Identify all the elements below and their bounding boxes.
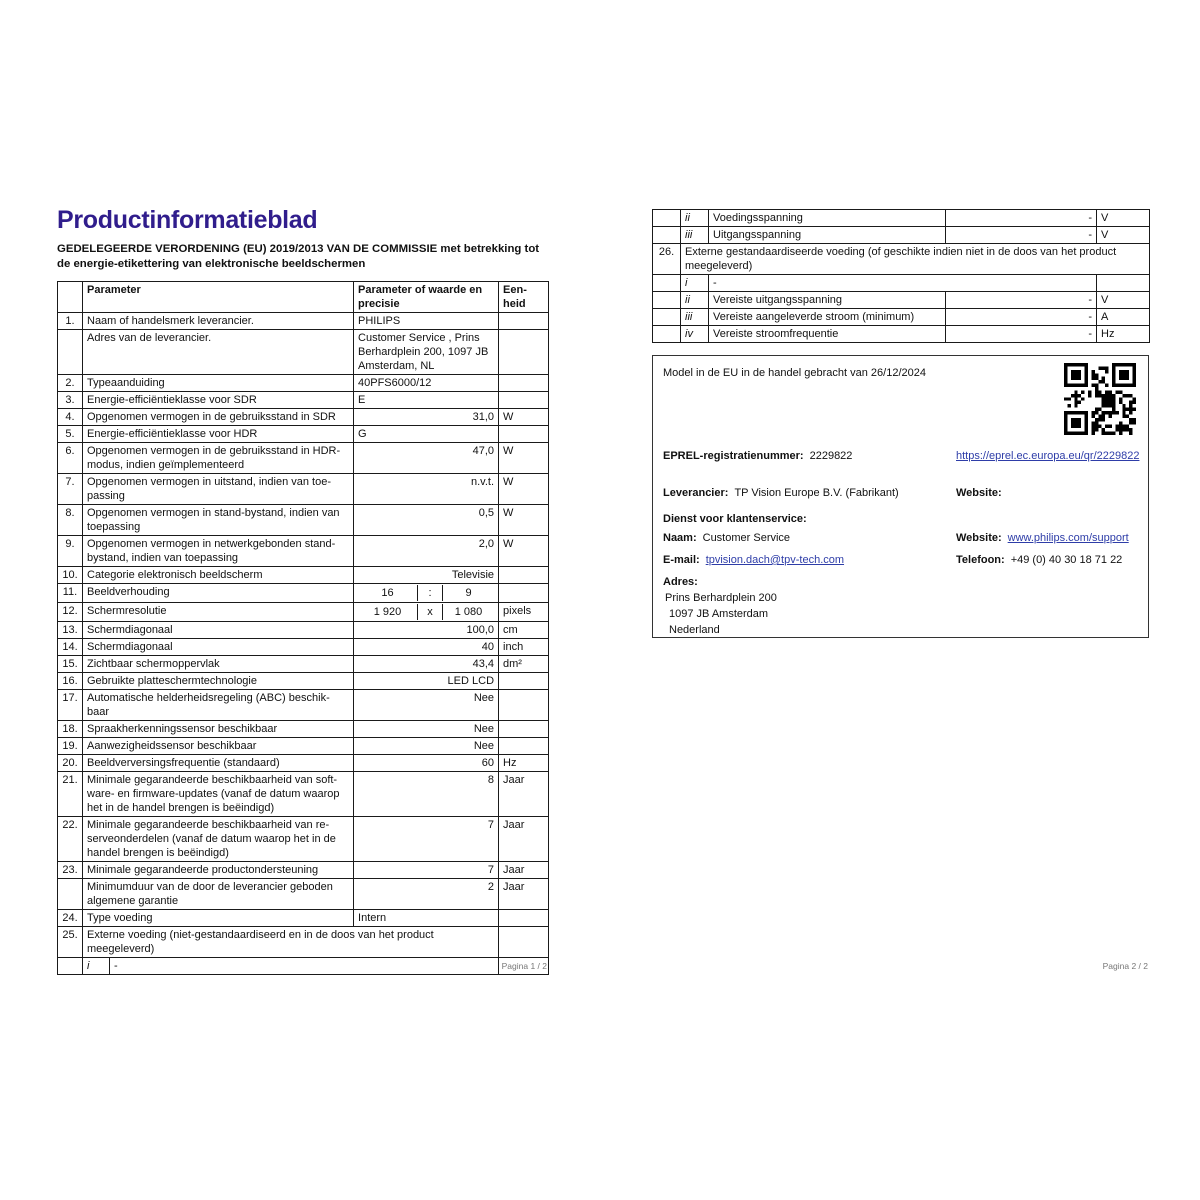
table-row: [58, 330, 549, 375]
row-number-cell: 19.: [58, 738, 83, 755]
parameter-cell: Opgenomen vermogen in stand-bystand, indien van toepassing: [83, 505, 354, 536]
parameter-cell: Categorie elektronisch beeldscherm: [83, 567, 354, 584]
email-label: E-mail:: [663, 554, 700, 566]
value-cell: 0,5: [354, 505, 499, 536]
header-number-cell: [58, 282, 83, 313]
unit-cell: V: [1097, 292, 1150, 309]
parameter-cell: Beeldverversingsfrequentie (standaard): [83, 755, 354, 772]
value-part: x: [417, 604, 443, 620]
parameter-cell: Externe voeding (niet-gestandaardiseerd en in de doos van het product meegeleverd): [83, 927, 499, 958]
unit-cell: Jaar: [499, 772, 549, 817]
row-number-cell: 6.: [58, 443, 83, 474]
table-row: [58, 536, 549, 567]
table-row: [58, 772, 549, 817]
unit-cell: W: [499, 536, 549, 567]
parameter-cell: Beeldverhouding: [83, 584, 354, 603]
unit-cell: [499, 313, 549, 330]
table-row: [58, 673, 549, 690]
parameter-cell: Externe gestandaardiseerde voeding (of geschikte indien niet in de doos van het product meegeleverd): [681, 244, 1150, 275]
customer-service-heading: [663, 512, 813, 526]
parameter-cell: Vereiste aangeleverde stroom (minimum): [709, 309, 946, 326]
parameter-cell: Minimale gegarandeerde beschikbaarheid van soft-ware- en firmware-updates (vanaf de datum waarop het in de handel brengen is beëindigd): [83, 772, 354, 817]
email-link[interactable]: tpvision.dach@tpv-tech.com: [705, 554, 845, 566]
unit-cell: [1097, 275, 1150, 292]
parameter-table-page1: [57, 281, 549, 975]
row-number-cell: 1.: [58, 313, 83, 330]
unit-cell: W: [499, 474, 549, 505]
eprel-label: EPREL-registratienummer:: [663, 450, 804, 462]
parameter-cell: Energie-efficiëntieklasse voor HDR: [83, 426, 354, 443]
table-row: [58, 862, 549, 879]
row-number-cell: 17.: [58, 690, 83, 721]
parameter-table-page2: [652, 209, 1150, 343]
row-number-cell: 4.: [58, 409, 83, 426]
page-title: Productinformatieblad: [57, 206, 318, 234]
row-number-cell: [653, 309, 681, 326]
parameter-cell: Automatische helderheidsregeling (ABC) beschik-baar: [83, 690, 354, 721]
supplier-label: Leverancier:: [663, 487, 729, 499]
row-number-cell: [653, 326, 681, 343]
row-number-cell: 22.: [58, 817, 83, 862]
page2-footer: Pagina 2 / 2: [1102, 961, 1148, 971]
row-number-cell: [58, 330, 83, 375]
parameter-cell: Aanwezigheidssensor beschikbaar: [83, 738, 354, 755]
table-row: [58, 426, 549, 443]
name-value: Customer Service: [702, 532, 791, 544]
page1-footer: Pagina 1 / 2: [501, 961, 547, 971]
table-row: [58, 313, 549, 330]
value-cell: PHILIPS: [354, 313, 499, 330]
row-number-cell: 10.: [58, 567, 83, 584]
unit-cell: inch: [499, 639, 549, 656]
unit-cell: W: [499, 409, 549, 426]
eprel-link[interactable]: https://eprel.ec.europa.eu/qr/2229822: [956, 450, 1140, 462]
value-part: 16: [381, 587, 394, 599]
row-number-cell: 8.: [58, 505, 83, 536]
row-number-cell: [653, 292, 681, 309]
unit-cell: [499, 584, 549, 603]
value-cell: -: [946, 210, 1097, 227]
address-line-3: Nederland: [669, 624, 720, 636]
value-cell: Nee: [354, 738, 499, 755]
page-2: [652, 209, 1149, 343]
value-cell: Televisie: [354, 567, 499, 584]
unit-cell: [499, 392, 549, 409]
unit-cell: A: [1097, 309, 1150, 326]
eprel-registration-line: [663, 449, 852, 463]
value-cell: n.v.t.: [354, 474, 499, 505]
unit-cell: Jaar: [499, 879, 549, 910]
row-number-cell: 2.: [58, 375, 83, 392]
address-line-1: Prins Berhardplein 200: [665, 592, 777, 604]
parameter-cell: -: [110, 958, 499, 975]
unit-cell: [499, 426, 549, 443]
row-number-cell: 11.: [58, 584, 83, 603]
table-row: [58, 567, 549, 584]
unit-cell: cm: [499, 622, 549, 639]
sub-index-cell: iv: [681, 326, 709, 343]
value-cell: 8: [354, 772, 499, 817]
unit-cell: [499, 927, 549, 958]
value-part: 1 080: [454, 606, 483, 618]
unit-cell: V: [1097, 227, 1150, 244]
row-number-cell: 23.: [58, 862, 83, 879]
row-number-cell: 5.: [58, 426, 83, 443]
value-cell: [354, 584, 499, 603]
row-number-cell: 25.: [58, 927, 83, 958]
row-number-cell: [58, 879, 83, 910]
value-cell: Nee: [354, 690, 499, 721]
table-row: [58, 910, 549, 927]
value-cell: 100,0: [354, 622, 499, 639]
value-cell: [354, 603, 499, 622]
header-value: Parameter of waarde en precisie: [354, 282, 499, 313]
parameter-cell: Vereiste stroomfrequentie: [709, 326, 946, 343]
table-row: [58, 927, 549, 958]
value-cell: 31,0: [354, 409, 499, 426]
parameter-cell: Spraakherkenningssensor beschikbaar: [83, 721, 354, 738]
sub-index-cell: iii: [681, 309, 709, 326]
unit-cell: pixels: [499, 603, 549, 622]
parameter-cell: Opgenomen vermogen in uitstand, indien van toe-passing: [83, 474, 354, 505]
unit-cell: [499, 738, 549, 755]
table-row: [653, 326, 1150, 343]
value-cell: LED LCD: [354, 673, 499, 690]
parameter-cell: Typeaanduiding: [83, 375, 354, 392]
table-row: [58, 690, 549, 721]
unit-cell: Hz: [499, 755, 549, 772]
value-cell: 47,0: [354, 443, 499, 474]
value-cell: -: [946, 292, 1097, 309]
value-cell: Nee: [354, 721, 499, 738]
row-number-cell: 16.: [58, 673, 83, 690]
parameter-cell: Gebruikte platteschermtechnologie: [83, 673, 354, 690]
unit-cell: W: [499, 443, 549, 474]
table-row: [653, 275, 1150, 292]
value-cell: -: [946, 326, 1097, 343]
name-label: Naam:: [663, 532, 697, 544]
parameter-cell: Minimale gegarandeerde beschikbaarheid van re-serveonderdelen (vanaf de datum waarop het in de handel brengen is beëindigd): [83, 817, 354, 862]
split-value: [358, 604, 494, 620]
table-header-row: [58, 282, 549, 313]
row-number-cell: 24.: [58, 910, 83, 927]
unit-cell: [499, 375, 549, 392]
unit-cell: V: [1097, 210, 1150, 227]
eprel-qr-code-icon: [1064, 363, 1136, 435]
phone-label: Telefoon:: [956, 554, 1005, 566]
supplier-line: [663, 486, 899, 500]
table-row: [58, 721, 549, 738]
value-cell: Intern: [354, 910, 499, 927]
value-cell: -: [946, 309, 1097, 326]
value-cell: 2: [354, 879, 499, 910]
value-part: 1 920: [373, 606, 402, 618]
parameter-cell: Schermresolutie: [83, 603, 354, 622]
sub-index-cell: ii: [681, 210, 709, 227]
parameter-cell: Opgenomen vermogen in de gebruiksstand in HDR-modus, indien geïmplementeerd: [83, 443, 354, 474]
table-row: [58, 879, 549, 910]
row-number-cell: 7.: [58, 474, 83, 505]
table-row: [58, 639, 549, 656]
value-cell: 7: [354, 862, 499, 879]
row-number-cell: 12.: [58, 603, 83, 622]
unit-cell: Hz: [1097, 326, 1150, 343]
row-number-cell: 26.: [653, 244, 681, 275]
table-row: [653, 210, 1150, 227]
parameter-cell: Opgenomen vermogen in netwerkgebonden stand-bystand, indien van toepassing: [83, 536, 354, 567]
supplier-name: TP Vision Europe B.V. (Fabrikant): [734, 487, 899, 499]
website-label: Website:: [956, 487, 1002, 499]
row-number-cell: 20.: [58, 755, 83, 772]
parameter-cell: Opgenomen vermogen in de gebruiksstand in SDR: [83, 409, 354, 426]
table-row: [653, 309, 1150, 326]
table-row: [58, 443, 549, 474]
parameter-cell: Vereiste uitgangsspanning: [709, 292, 946, 309]
support-website-line: [956, 531, 1129, 545]
parameter-cell: Uitgangsspanning: [709, 227, 946, 244]
value-cell: G: [354, 426, 499, 443]
page-1: [57, 206, 548, 975]
parameter-cell: Voedingsspanning: [709, 210, 946, 227]
parameter-cell: Type voeding: [83, 910, 354, 927]
table-row: [58, 603, 549, 622]
header-unit: Een-heid: [499, 282, 549, 313]
sub-index-cell: i: [681, 275, 709, 292]
table-row: [58, 817, 549, 862]
parameter-cell: Schermdiagonaal: [83, 639, 354, 656]
phone-line: [956, 553, 1122, 567]
value-cell: -: [946, 227, 1097, 244]
header-parameter: Parameter: [83, 282, 354, 313]
unit-cell: Jaar: [499, 817, 549, 862]
value-cell: 40PFS6000/12: [354, 375, 499, 392]
unit-cell: Jaar: [499, 862, 549, 879]
parameter-cell: Schermdiagonaal: [83, 622, 354, 639]
email-line: [663, 553, 844, 567]
table-row: [58, 392, 549, 409]
unit-cell: W: [499, 505, 549, 536]
split-value: [358, 585, 494, 601]
table-row: [58, 584, 549, 603]
row-number-cell: [653, 275, 681, 292]
unit-cell: [499, 721, 549, 738]
value-cell: 43,4: [354, 656, 499, 673]
value-cell: E: [354, 392, 499, 409]
unit-cell: dm²: [499, 656, 549, 673]
row-number-cell: 3.: [58, 392, 83, 409]
regulation-subtitle: GEDELEGEERDE VERORDENING (EU) 2019/2013 VAN DE COMMISSIE met betrekking tot de energie-etikettering van elektronische beeldschermen: [57, 243, 540, 270]
table-row: [653, 227, 1150, 244]
name-line: [663, 531, 790, 545]
sub-index-cell: iii: [681, 227, 709, 244]
row-number-cell: 13.: [58, 622, 83, 639]
value-part: :: [417, 585, 443, 601]
row-number-cell: 9.: [58, 536, 83, 567]
model-market-date: Model in de EU in de handel gebracht van 26/12/2024: [663, 367, 926, 379]
parameter-cell: Minimumduur van de door de leverancier geboden algemene garantie: [83, 879, 354, 910]
value-cell: 40: [354, 639, 499, 656]
table-row: [58, 409, 549, 426]
unit-cell: [499, 690, 549, 721]
table-row: [58, 474, 549, 505]
value-cell: Customer Service , Prins Berhardplein 200, 1097 JB Amsterdam, NL: [354, 330, 499, 375]
table-row: [58, 375, 549, 392]
table-row: [653, 244, 1150, 275]
support-website-link[interactable]: www.philips.com/support: [1007, 532, 1129, 544]
table-row: [58, 656, 549, 673]
unit-cell: [499, 330, 549, 375]
customer-service-label: Dienst voor klantenservice:: [663, 513, 807, 525]
table-row: [58, 738, 549, 755]
value-cell: 60: [354, 755, 499, 772]
eprel-number: 2229822: [809, 450, 853, 462]
parameter-cell: Energie-efficiëntieklasse voor SDR: [83, 392, 354, 409]
supplier-info-box: [652, 355, 1149, 638]
sub-index-cell: i: [83, 958, 110, 975]
unit-cell: [499, 567, 549, 584]
table-row: [58, 622, 549, 639]
address-heading: [663, 575, 704, 589]
parameter-cell: Zichtbaar schermoppervlak: [83, 656, 354, 673]
row-number-cell: 15.: [58, 656, 83, 673]
website-line: [956, 486, 1008, 500]
parameter-cell: Naam of handelsmerk leverancier.: [83, 313, 354, 330]
support-website-label: Website:: [956, 532, 1002, 544]
address-line-2: 1097 JB Amsterdam: [669, 608, 769, 620]
row-number-cell: [653, 210, 681, 227]
value-cell: 7: [354, 817, 499, 862]
unit-cell: [499, 910, 549, 927]
sub-index-cell: ii: [681, 292, 709, 309]
value-part: 9: [465, 587, 472, 599]
table-row: [58, 755, 549, 772]
table-row: [58, 505, 549, 536]
parameter-cell: -: [709, 275, 1097, 292]
phone-number: +49 (0) 40 30 18 71 22: [1010, 554, 1123, 566]
value-cell: 2,0: [354, 536, 499, 567]
table-row: [653, 292, 1150, 309]
row-number-cell: 14.: [58, 639, 83, 656]
unit-cell: [499, 673, 549, 690]
address-label: Adres:: [663, 576, 698, 588]
row-number-cell: [653, 227, 681, 244]
parameter-cell: Adres van de leverancier.: [83, 330, 354, 375]
parameter-cell: Minimale gegarandeerde productondersteuning: [83, 862, 354, 879]
row-number-cell: 18.: [58, 721, 83, 738]
row-number-cell: 21.: [58, 772, 83, 817]
